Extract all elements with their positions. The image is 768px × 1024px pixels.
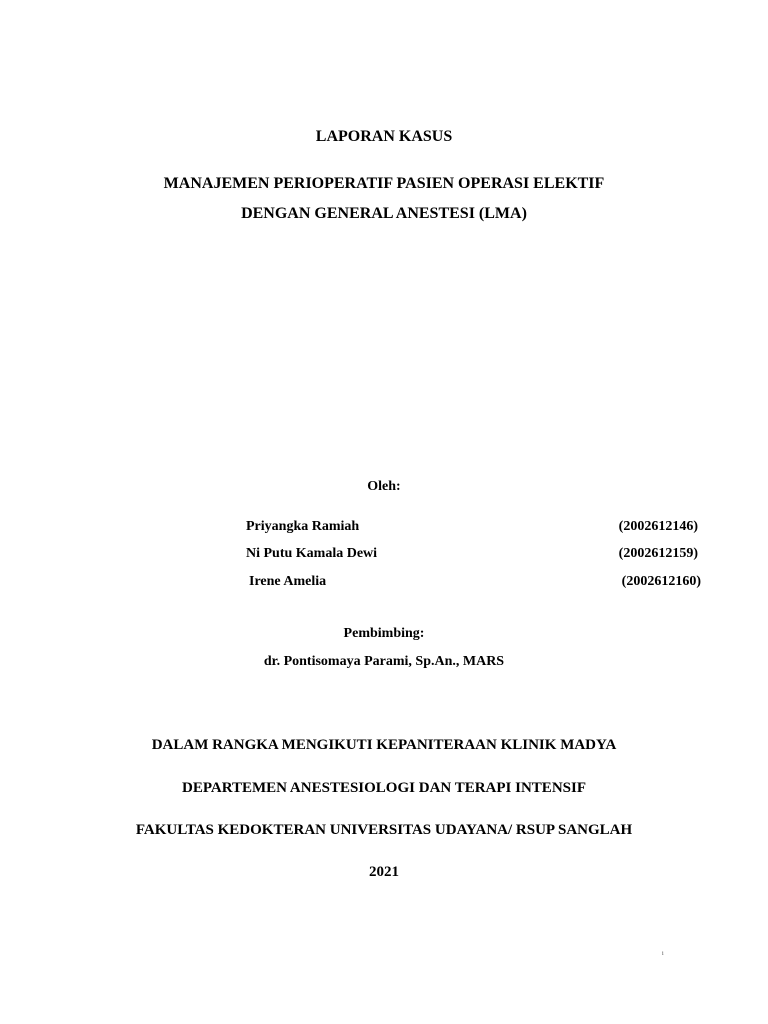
author-row bbox=[0, 573, 768, 591]
author-id: (2002612160) bbox=[621, 574, 701, 589]
supervisor-name: dr. Pontisomaya Parami, Sp.An., MARS bbox=[263, 654, 505, 669]
title-line-1: MANAJEMEN PERIOPERATIF PASIEN OPERASI ELEKTIF bbox=[163, 175, 605, 192]
author-id: (2002612146) bbox=[618, 519, 698, 534]
purpose-line: DALAM RANGKA MENGIKUTI KEPANITERAAN KLINIK MADYA bbox=[151, 737, 617, 753]
faculty-line: FAKULTAS KEDOKTERAN UNIVERSITAS UDAYANA/ RSUP SANGLAH bbox=[135, 822, 633, 838]
year-line: 2021 bbox=[369, 864, 399, 880]
supervisor-label: Pembimbing: bbox=[343, 626, 425, 641]
author-name: Irene Amelia bbox=[249, 574, 327, 589]
author-name: Priyangka Ramiah bbox=[246, 519, 360, 534]
author-row bbox=[0, 545, 768, 563]
author-row bbox=[0, 518, 768, 536]
author-id: (2002612159) bbox=[618, 546, 698, 561]
department-line: DEPARTEMEN ANESTESIOLOGI DAN TERAPI INTENSIF bbox=[181, 780, 586, 796]
by-label: Oleh: bbox=[367, 479, 401, 494]
author-name: Ni Putu Kamala Dewi bbox=[246, 546, 378, 561]
title-line-2: DENGAN GENERAL ANESTESI (LMA) bbox=[241, 205, 527, 222]
report-type-heading: LAPORAN KASUS bbox=[315, 128, 453, 145]
page-number: i bbox=[662, 951, 664, 957]
